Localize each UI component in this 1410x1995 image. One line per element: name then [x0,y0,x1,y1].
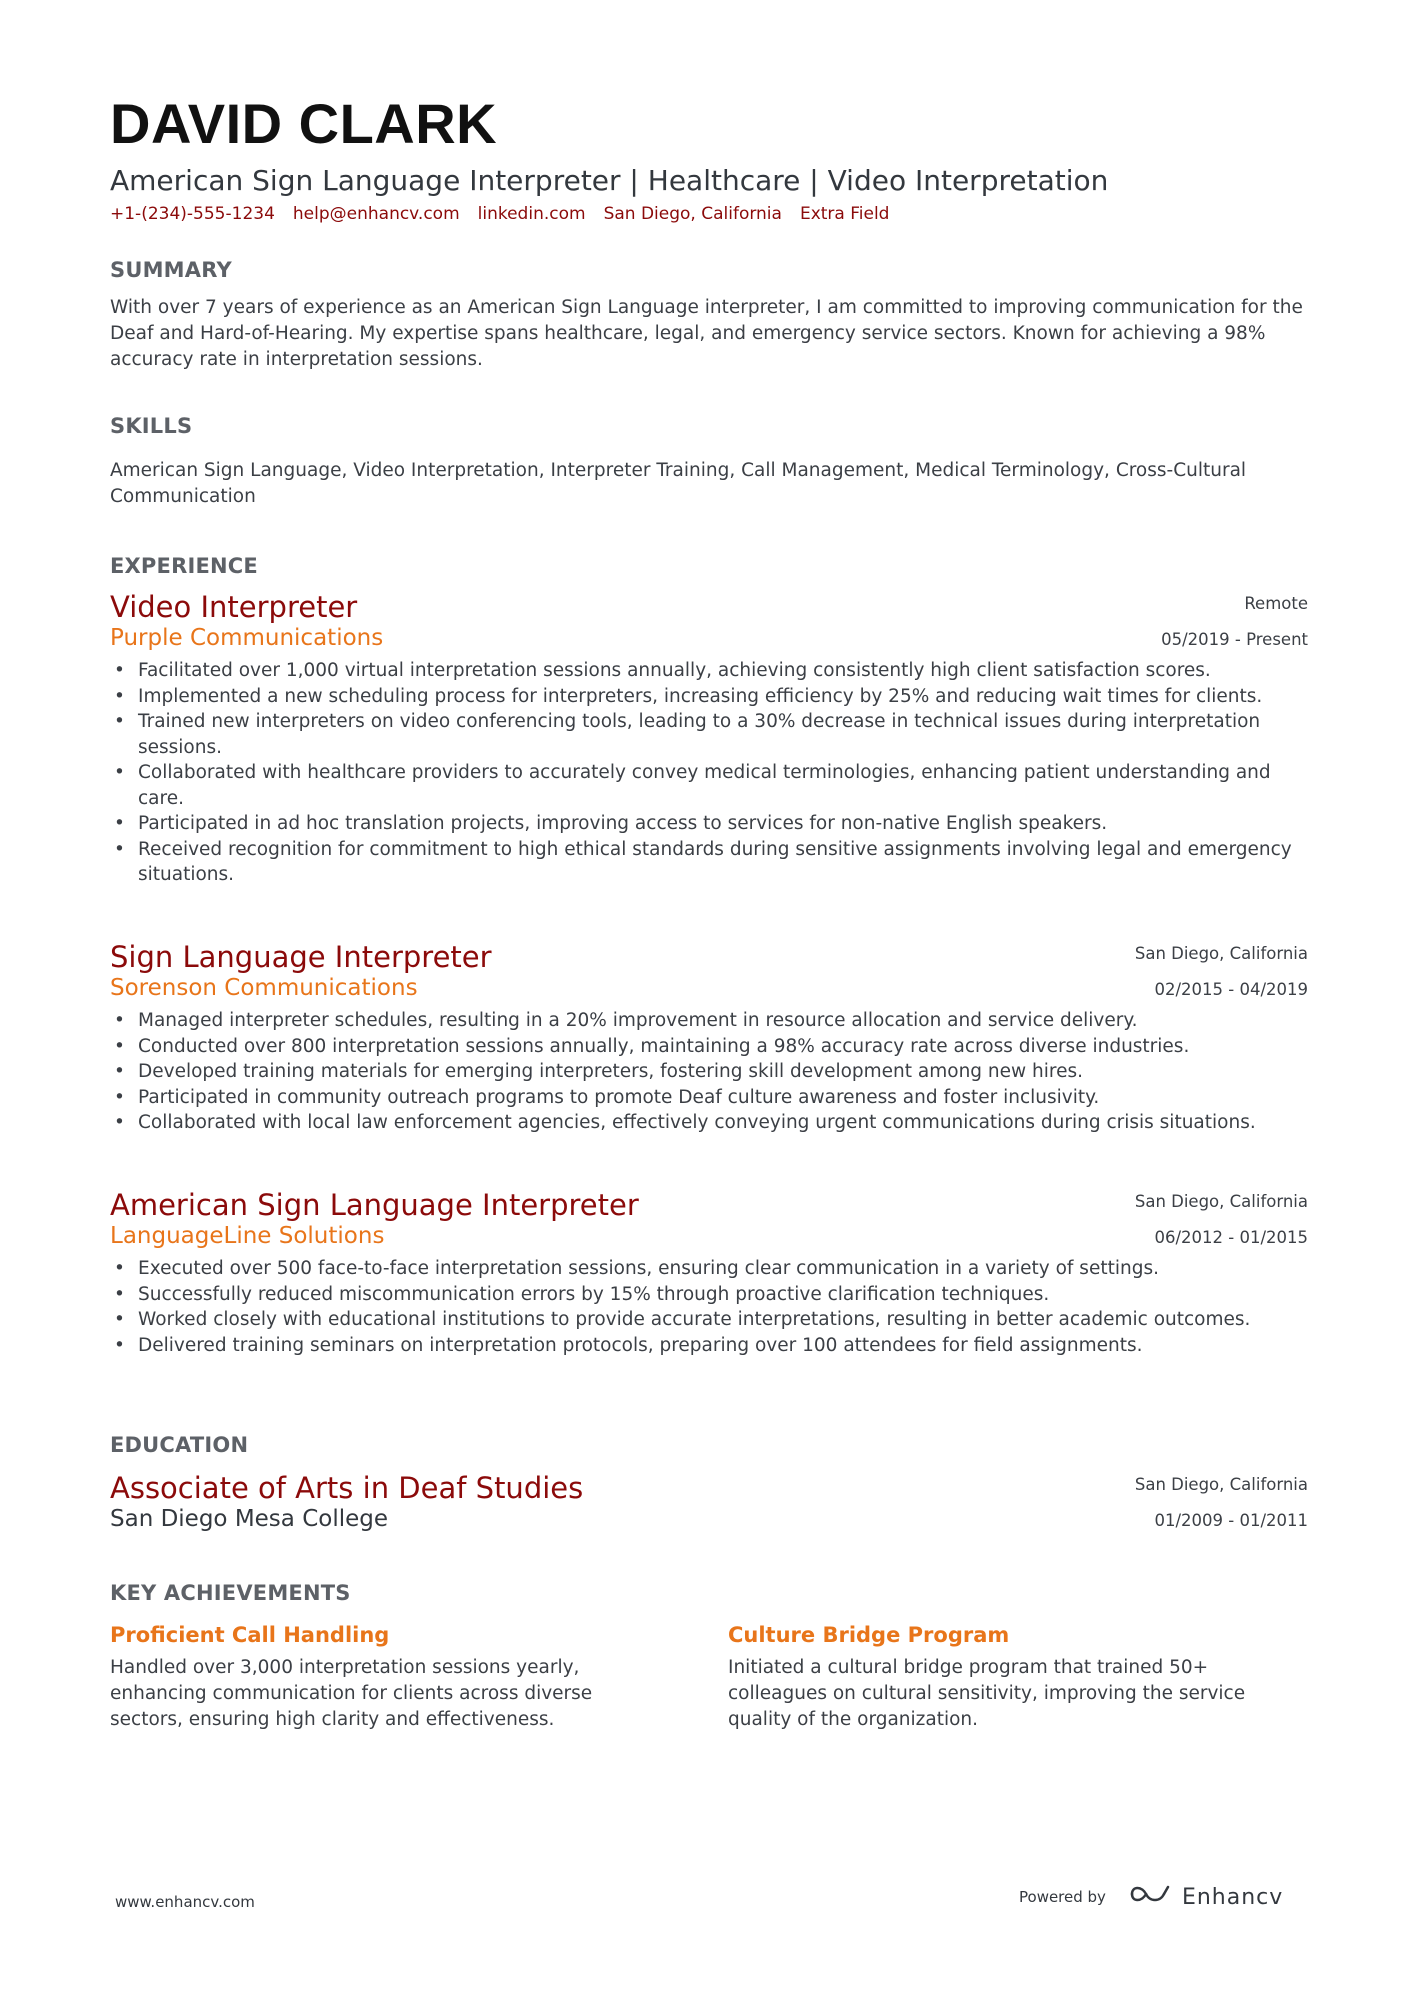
list-item: • Managed interpreter schedules, resulting in a 20% improvement in resource allocation and service delivery. [110,1008,1308,1034]
linkedin-link[interactable]: linkedin.com [477,203,586,224]
education-dates: 01/2009 - 01/2011 [1154,1511,1308,1530]
list-item: • Collaborated with healthcare providers to accurately convey medical terminologies, enhancing patient understanding and care. [110,760,1308,811]
achievement-title: Proficient Call Handling [110,1623,390,1647]
list-item: • Collaborated with local law enforcement agencies, effectively conveying urgent communications during crisis situations. [110,1110,1308,1136]
contact-row [110,204,1308,224]
job-location: Remote [1244,594,1308,613]
list-item: • Executed over 500 face-to-face interpretation sessions, ensuring clear communication in a variety of settings. [110,1256,1308,1282]
location: San Diego, California [603,203,782,224]
section-title-skills: SKILLS [110,414,193,438]
footer-website[interactable]: www.enhancv.com [115,1893,255,1911]
achievements-section [110,1581,1308,1733]
summary-text: With over 7 years of experience as an American Sign Language interpreter, I am committed to improving communication for the Deaf and Hard-of-Hearing. My expertise spans healthcare, legal, and emergency service sectors. Known for achieving a 98% accuracy rate in interpretation sessions. [110,297,1303,370]
headline: American Sign Language Interpreter | Healthcare | Video Interpretation [110,164,1109,197]
job-bullets [110,1008,1308,1136]
job-dates: 06/2012 - 01/2015 [1154,1228,1308,1247]
achievement-title: Culture Bridge Program [728,1623,1010,1647]
summary-section [110,258,1308,373]
skills-text: American Sign Language, Video Interpretation, Interpreter Training, Call Management, Medical Terminology, Cross-Cultural Communication [110,460,1247,507]
phone[interactable]: +1-(234)-555-1234 [110,203,275,224]
footer-branding [1019,1882,1283,1912]
job-location: San Diego, California [1134,1192,1308,1211]
candidate-name: DAVID CLARK [110,92,498,155]
list-item: • Conducted over 800 interpretation sessions annually, maintaining a 98% accuracy rate across diverse industries. [110,1034,1308,1060]
achievement-item [728,1623,1258,1733]
experience-section-title-wrap [110,554,1308,578]
achievement-item [110,1623,640,1733]
list-item: • Implemented a new scheduling process for interpreters, increasing efficiency by 25% and reducing wait times for clients. [110,684,1308,710]
job-location: San Diego, California [1134,944,1308,963]
powered-by-label: Powered by [1019,1888,1106,1906]
section-title-education: EDUCATION [110,1433,249,1457]
section-title-summary: SUMMARY [110,258,232,282]
job-title: American Sign Language Interpreter [110,1188,639,1222]
education-location: San Diego, California [1134,1475,1308,1494]
brand[interactable] [1128,1882,1283,1912]
list-item: • Delivered training seminars on interpretation protocols, preparing over 100 attendees for field assignments. [110,1333,1308,1359]
achievements-grid [110,1623,1308,1733]
company-name: LanguageLine Solutions [110,1222,385,1249]
education-section [110,1433,1308,1532]
list-item: • Received recognition for commitment to high ethical standards during sensitive assignments involving legal and emergency situations. [110,837,1308,888]
achievement-desc: Handled over 3,000 interpretation sessions yearly, enhancing communication for clients across diverse sectors, ensuring high clarity and effectiveness. [110,1657,593,1730]
company-name: Sorenson Communications [110,974,418,1001]
job-entry [110,940,1308,1136]
education-entry [110,1471,1308,1532]
skills-section [110,414,1308,510]
list-item: • Participated in ad hoc translation projects, improving access to services for non-native English speakers. [110,811,1308,837]
job-dates: 05/2019 - Present [1161,630,1308,649]
job-bullets [110,658,1308,888]
job-title: Video Interpreter [110,590,358,624]
extra-field: Extra Field [799,203,890,224]
list-item: • Worked closely with educational institutions to provide accurate interpretations, resulting in better academic outcomes. [110,1307,1308,1333]
job-entry [110,1188,1308,1358]
list-item: • Successfully reduced miscommunication errors by 15% through proactive clarification techniques. [110,1282,1308,1308]
list-item: • Developed training materials for emerging interpreters, fostering skill development among new hires. [110,1059,1308,1085]
list-item: • Trained new interpreters on video conferencing tools, leading to a 30% decrease in technical issues during interpretation sessions. [110,709,1308,760]
school-name: San Diego Mesa College [110,1505,389,1532]
email[interactable]: help@enhancv.com [292,203,460,224]
list-item: • Facilitated over 1,000 virtual interpretation sessions annually, achieving consistently high client satisfaction scores. [110,658,1308,684]
list-item: • Participated in community outreach programs to promote Deaf culture awareness and foster inclusivity. [110,1085,1308,1111]
degree: Associate of Arts in Deaf Studies [110,1471,584,1505]
job-bullets [110,1256,1308,1358]
section-title-experience: EXPERIENCE [110,554,258,578]
brand-name: Enhancv [1181,1884,1284,1910]
resume [110,92,1308,224]
job-title: Sign Language Interpreter [110,940,492,974]
company-name: Purple Communications [110,624,384,651]
achievement-desc: Initiated a cultural bridge program that trained 50+ colleagues on cultural sensitivity, improving the service quality of the organization. [728,1657,1246,1730]
job-dates: 02/2015 - 04/2019 [1154,980,1308,999]
enhancv-logo-icon [1128,1882,1172,1912]
job-entry [110,590,1308,888]
section-title-achievements: KEY ACHIEVEMENTS [110,1581,351,1605]
